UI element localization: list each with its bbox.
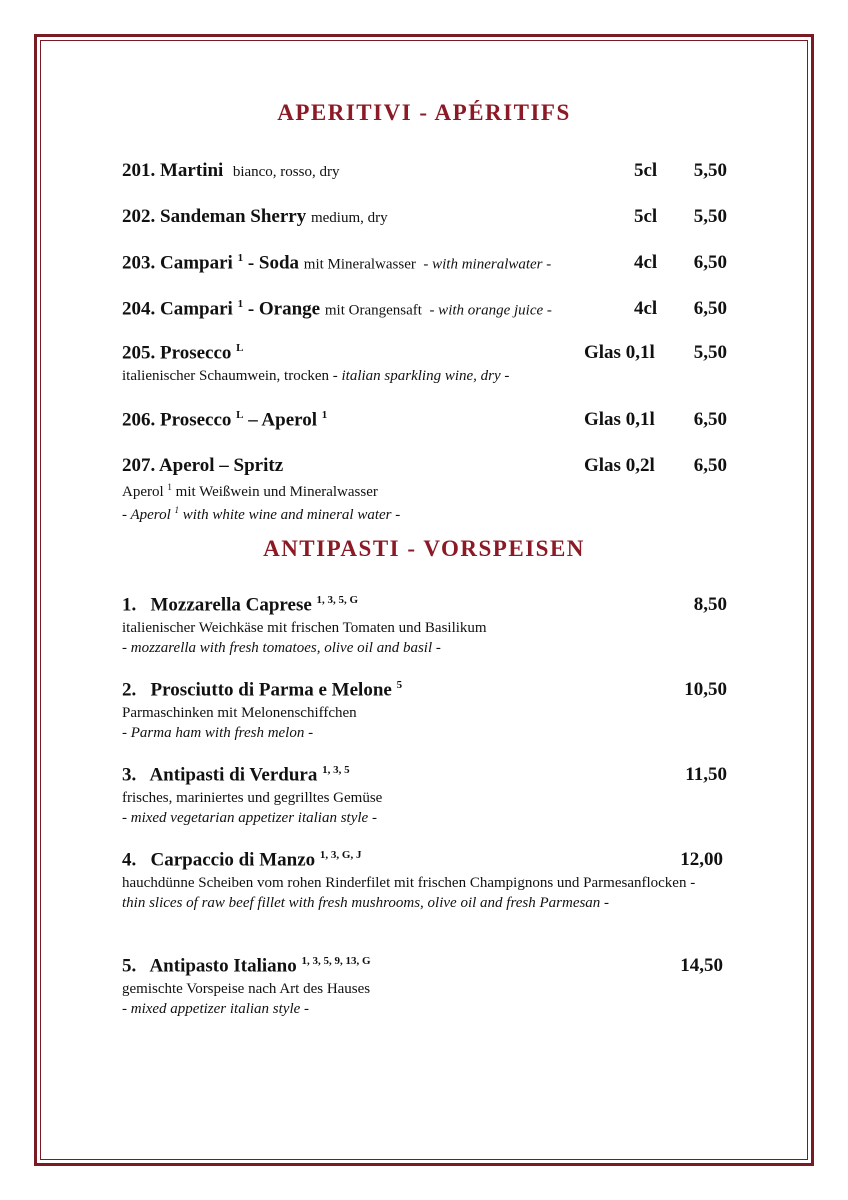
allergen-note: 1, 3, 5: [322, 764, 350, 776]
item-desc: italienischer Weichkäse mit frischen Tomaten und Basilikum: [122, 620, 487, 636]
allergen-note: 1, 3, 5, G: [316, 594, 359, 606]
item-qty: Glas 0,1l: [584, 409, 655, 430]
allergen-note: 5: [396, 679, 403, 691]
menu-item-202: [122, 206, 727, 230]
item-name: 3. Antipasti di Verdura: [122, 764, 318, 786]
allergen-note: L: [236, 342, 244, 354]
allergen-note: 1: [321, 409, 328, 421]
item-name: 204. Campari: [122, 298, 233, 320]
item-qty: 5cl: [634, 160, 658, 181]
item-desc-en: - with mineralwater -: [423, 256, 552, 273]
item-price: 6,50: [693, 298, 727, 319]
item-desc-en: - Aperol: [122, 507, 171, 523]
item-desc: mit Weißwein und Mineralwasser: [175, 484, 378, 500]
item-price: 11,50: [685, 764, 727, 785]
item-price: 8,50: [693, 594, 727, 615]
item-name: 5. Antipasto Italiano: [122, 955, 297, 977]
menu-item-204: [122, 298, 727, 322]
item-desc: Parmaschinken mit Melonenschiffchen: [122, 705, 357, 721]
menu-item-201: [122, 160, 727, 184]
item-name: 203. Campari: [122, 252, 233, 274]
item-desc: bianco, rosso, dry: [232, 164, 340, 180]
menu-item-203: [122, 252, 727, 276]
menu-item-1: [122, 594, 727, 658]
item-desc: mit Mineralwasser: [303, 256, 416, 273]
item-desc-en: - with orange juice -: [429, 302, 552, 319]
item-desc: medium, dry: [310, 210, 388, 226]
item-desc: mit Orangensaft: [324, 302, 422, 319]
item-price: 6,50: [693, 409, 727, 430]
item-name: 206. Prosecco: [122, 409, 232, 431]
item-name: 201. Martini: [122, 160, 224, 181]
item-qty: 4cl: [634, 298, 658, 319]
item-desc: hauchdünne Scheiben vom rohen Rinderfilet mit frischen Champignons und Parmesanflocken: [122, 875, 687, 891]
allergen-note: 1, 3, G, J: [319, 849, 362, 861]
menu-item-206: [122, 409, 727, 433]
item-desc-en: - mozzarella with fresh tomatoes, olive oil and basil -: [122, 640, 441, 656]
item-desc-en: - italian sparkling wine, dry -: [332, 368, 510, 384]
item-desc-en: with white wine and mineral water -: [182, 507, 401, 523]
item-qty: 5cl: [634, 206, 658, 227]
item-name: 4. Carpaccio di Manzo: [122, 849, 316, 871]
menu-item-3: [122, 764, 727, 828]
item-qty: Glas 0,1l: [584, 342, 655, 363]
item-price: 5,50: [693, 342, 727, 363]
item-price: 5,50: [693, 206, 727, 227]
item-desc: gemischte Vorspeise nach Art des Hauses: [122, 981, 371, 997]
item-qty: 4cl: [634, 252, 658, 273]
item-desc: frisches, mariniertes und gegrilltes Gemüse: [122, 790, 383, 806]
item-desc-en: - mixed appetizer italian style -: [122, 1001, 310, 1017]
menu-item-4: [122, 849, 727, 913]
item-desc-en: - mixed vegetarian appetizer italian style -: [122, 810, 377, 826]
item-name-suffix: – Aperol: [243, 409, 318, 431]
item-desc-en: - Parma ham with fresh melon -: [122, 725, 314, 741]
item-desc: Aperol: [122, 484, 164, 500]
menu-item-207: [122, 455, 727, 525]
item-price: 5,50: [693, 160, 727, 181]
menu-item-205: [122, 342, 727, 386]
item-desc-en: - thin slices of raw beef fillet with fresh mushrooms, olive oil and fresh Parmesan -: [122, 875, 696, 911]
item-name-suffix: - Soda: [243, 252, 300, 274]
item-price: 12,00: [680, 849, 723, 870]
item-qty: Glas 0,2l: [584, 455, 655, 476]
item-desc: italienischer Schaumwein, trocken: [122, 368, 330, 384]
menu-item-5: [122, 955, 727, 1019]
item-price: 14,50: [680, 955, 723, 976]
allergen-note: 1: [237, 252, 244, 264]
item-name: 2. Prosciutto di Parma e Melone: [122, 679, 392, 701]
allergen-note: 1: [237, 298, 244, 310]
allergen-note: 1: [167, 482, 172, 492]
menu-item-2: [122, 679, 727, 743]
item-price: 6,50: [693, 455, 727, 476]
item-name: 202. Sandeman Sherry: [122, 206, 307, 227]
allergen-note: 1: [174, 505, 179, 515]
allergen-note: L: [236, 409, 244, 421]
item-price: 6,50: [693, 252, 727, 273]
section-title-antipasti: ANTIPASTI - VORSPEISEN: [263, 536, 585, 561]
item-name-suffix: - Orange: [243, 298, 321, 320]
item-name: 205. Prosecco: [122, 342, 232, 364]
item-name: 207. Aperol – Spritz: [122, 455, 284, 476]
item-price: 10,50: [684, 679, 727, 700]
item-name: 1. Mozzarella Caprese: [122, 594, 312, 616]
section-title-aperitivi: APERITIVI - APÉRITIFS: [277, 100, 571, 125]
allergen-note: 1, 3, 5, 9, 13, G: [301, 955, 371, 967]
